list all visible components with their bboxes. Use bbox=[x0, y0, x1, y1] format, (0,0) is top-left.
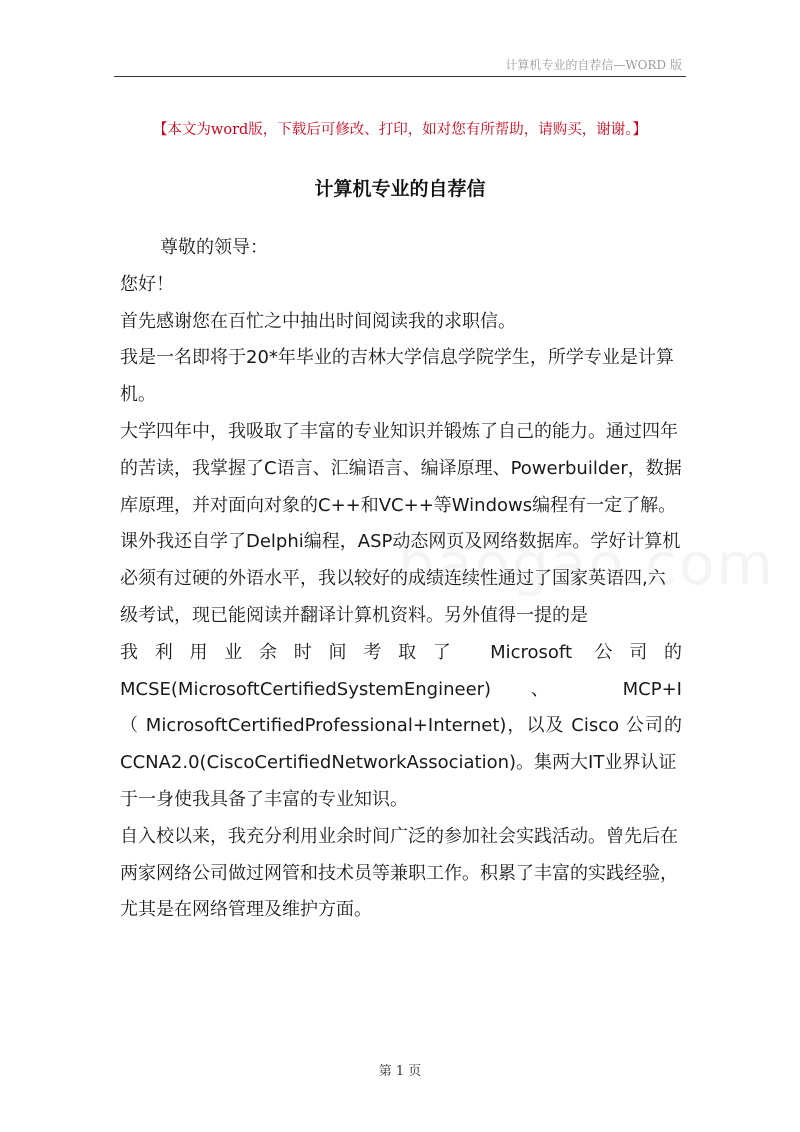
page-number: 第 1 页 bbox=[378, 1064, 422, 1079]
purchase-notice: 【本文为word版，下载后可修改、打印，如对您有所帮助，请购买，谢谢。】 bbox=[152, 122, 648, 138]
document-title: 计算机专业的自荐信 bbox=[314, 178, 486, 200]
paragraph-skills-line-mcpi: （ MicrosoftCertifiedProfessional+Internet)，以及 Cisco 公司的 bbox=[120, 715, 682, 737]
paragraph-skills-line-ccna: CCNA2.0(CiscoCertifiedNetworkAssociation)。集两大IT业界认证于一身使我具备了丰富的专业知识。 bbox=[120, 752, 677, 810]
paragraph-skills-line-mcse: MCSE(MicrosoftCertifiedSystemEngineer) 、 MCP+I bbox=[120, 678, 682, 700]
paragraph-skills: 大学四年中，我吸取了丰富的专业知识并锻炼了自己的能力。通过四年的苦读，我掌握了C语言、汇编语言、编译原理、Powerbuilder，数据库原理，并对面向对象的C++和VC++等Windows编程有一定了解。课外我还自学了Delphi编程，ASP动态网页及网络数据库。学好计算机必须有过硬的外语水平，我以较好的成绩连续性通过了国家英语四,六级考试，现已能阅读并翻译计算机资料。另外值得一提的是 bbox=[120, 420, 682, 626]
salutation: 尊敬的领导： bbox=[160, 237, 268, 258]
running-header: 计算机专业的自荐信—WORD 版 bbox=[505, 58, 682, 72]
paragraph-thanks: 首先感谢您在百忙之中抽出时间阅读我的求职信。 bbox=[120, 310, 516, 332]
header-divider bbox=[114, 76, 686, 77]
paragraph-skills-line-microsoft: 我利用业余时间考取了 Microsoft 公司的 bbox=[120, 641, 682, 663]
letter-body bbox=[120, 230, 682, 929]
paragraph-practice: 自入校以来，我充分利用业余时间广泛的参加社会实践活动。曾先后在两家网络公司做过网管和技术员等兼职工作。积累了丰富的实践经验，尤其是在网络管理及维护方面。 bbox=[120, 825, 678, 921]
paragraph-intro: 我是一名即将于20*年毕业的吉林大学信息学院学生，所学专业是计算机。 bbox=[120, 347, 674, 406]
greeting: 您好！ bbox=[120, 273, 174, 295]
